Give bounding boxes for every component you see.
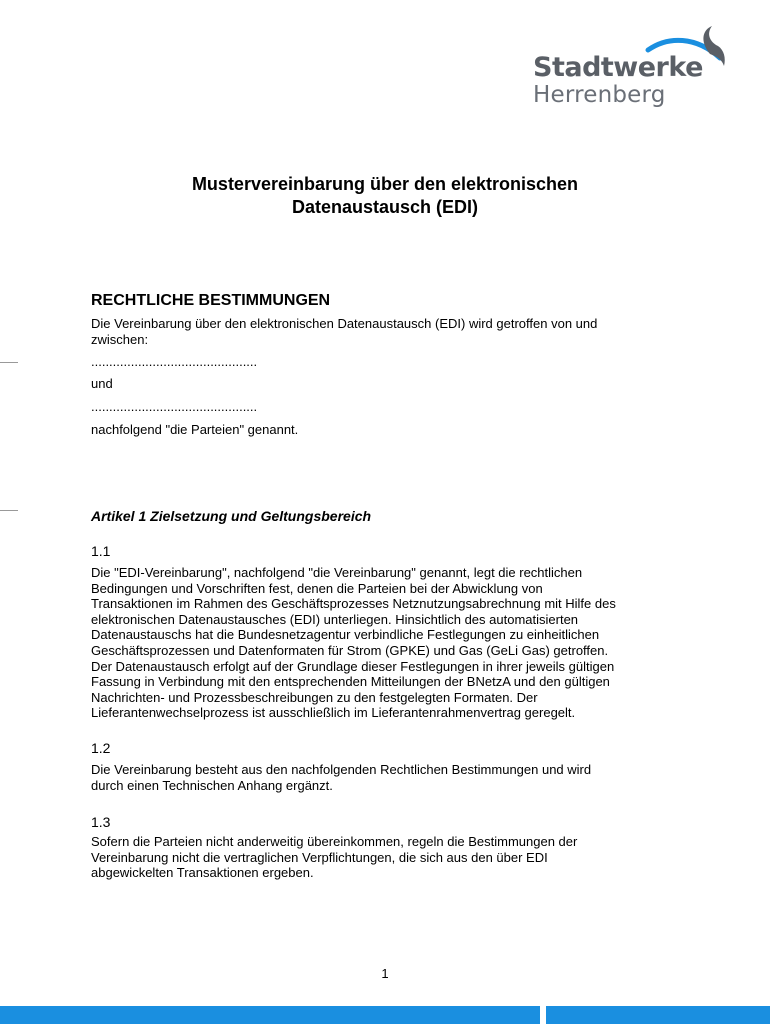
party-1-placeholder [91,354,691,370]
clause-1-2-text [91,762,691,793]
document-title [90,173,680,219]
footer-bar-right [546,1006,770,1024]
parties-named-text [91,422,691,438]
legal-intro-line: Die Vereinbarung über den elektronischen Datenaustausch (EDI) wird getroffen von und [91,316,598,331]
clause-line: Der Datenaustausch erfolgt auf der Grundlage dieser Festlegungen in ihrer jeweils gültigen [91,658,615,674]
clause-number-1-1: 1.1 [91,543,111,559]
logo-brand-line1: Stadtwerke [533,52,703,83]
legal-intro-line: zwischen: [91,331,149,347]
page-number: 1 [381,966,389,981]
clause-line: Fassung in Verbindung mit den entsprechenden Mitteilungen der BNetzA und den gültigen [91,674,610,690]
clause-line: Datenaustauschs hat die Bundesnetzagentur verbindliche Festlegungen zu einheitlichen [91,627,600,643]
fold-mark [0,362,18,363]
party-2-dots: .............................................. [91,399,258,414]
party-1-dots: .............................................. [91,354,258,369]
fold-mark [0,510,18,511]
footer-bar-left [0,1006,540,1024]
clause-number-1-3: 1.3 [91,814,111,830]
clause-1-3-text [91,834,691,881]
clause-line: Die "EDI-Vereinbarung", nachfolgend "die Vereinbarung" genannt, legt die rechtlichen [91,565,583,580]
stadtwerke-logo [530,24,730,114]
parties-named-label: nachfolgend "die Parteien" genannt. [91,422,299,437]
clause-1-1-text [91,565,691,721]
und-text [91,376,691,392]
title-line-1: Mustervereinbarung über den elektronischen [191,174,579,194]
section-heading-legal: RECHTLICHE BESTIMMUNGEN [91,292,331,309]
clause-line: Die Vereinbarung besteht aus den nachfolgenden Rechtlichen Bestimmungen und wird [91,762,592,777]
clause-line: Transaktionen im Rahmen des Geschäftsprozesses Netznutzungsabrechnung mit Hilfe des [91,596,616,612]
legal-intro [91,316,691,347]
clause-line: Sofern die Parteien nicht anderweitig übereinkommen, regeln die Bestimmungen der [91,834,578,849]
clause-line: elektronischen Datenaustausches (EDI) unterliegen. Hinsichtlich des automatisierten [91,611,579,627]
clause-line: Geschäftsprozessen und Datenformaten für Strom (GPKE) und Gas (GeLi Gas) getroffen. [91,642,609,658]
clause-line: Nachrichten- und Prozessbeschreibungen zu den festgelegten Formaten. Der [91,689,538,705]
logo-brand-line2: Herrenberg [533,82,666,108]
clause-line: durch einen Technischen Anhang ergänzt. [91,777,333,793]
clause-line: abgewickelten Transaktionen ergeben. [91,865,314,881]
title-line-2: Datenaustausch (EDI) [291,197,479,217]
clause-line: Bedingungen und Vorschriften fest, denen die Parteien bei der Abwicklung von [91,580,543,596]
und-label: und [91,376,113,391]
clause-number-1-2: 1.2 [91,740,111,756]
clause-line: Lieferantenwechselprozess ist ausschließlich im Lieferantenrahmenvertrag geregelt. [91,705,576,721]
clause-line: Vereinbarung nicht die vertraglichen Verpflichtungen, die sich aus den über EDI [91,849,548,865]
article-1-heading: Artikel 1 Zielsetzung und Geltungsbereich [91,508,372,524]
party-2-placeholder [91,399,691,415]
